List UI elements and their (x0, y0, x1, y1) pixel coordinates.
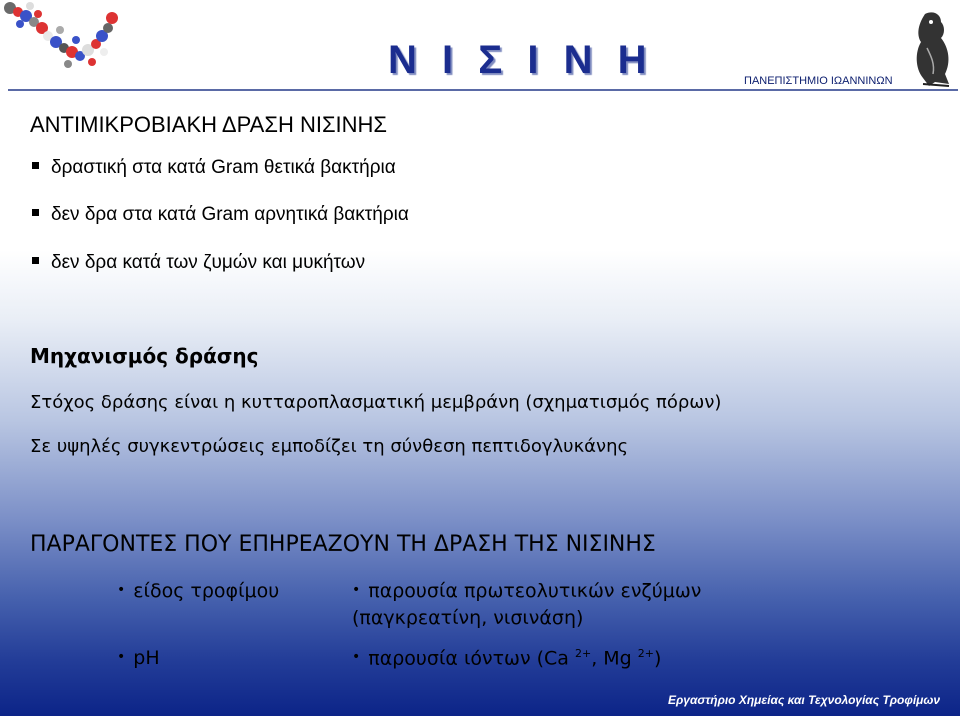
square-bullet-icon (32, 257, 39, 264)
factor-item (117, 580, 279, 602)
footer-lab-name: Εργαστήριο Χημείας και Τεχνολογίας Τροφίμων (668, 693, 941, 707)
factors-heading: ΠΑΡΑΓΟΝΤΕΣ ΠΟΥ ΕΠΗΡΕΑΖΟΥΝ ΤΗ ΔΡΑΣΗ ΤΗΣ ΝΙΣΙΝΗΣ (30, 532, 656, 557)
list-item-text: δεν δρα κατά των ζυμών και μυκήτων (51, 252, 366, 273)
dot-bullet-icon: • (352, 582, 361, 598)
dot-bullet-icon: • (117, 649, 126, 665)
ion-charge: 2+ (637, 647, 655, 660)
dot-bullet-icon: • (352, 649, 361, 666)
owl-logo-icon (905, 8, 955, 88)
square-bullet-icon (32, 162, 39, 169)
factor-item-continuation: (παγκρεατίνη, νισινάση) (352, 607, 584, 629)
mechanism-heading: Μηχανισμός δράσης (30, 344, 259, 368)
list-item-text: δεν δρα στα κατά Gram αρνητικά βακτήρια (51, 204, 409, 225)
mechanism-line: Σε υψηλές συγκεντρώσεις εμποδίζει τη σύνθεση πεπτιδογλυκάνης (30, 436, 629, 457)
factor-item (352, 580, 701, 602)
page-title: Ν Ι Σ Ι Ν Η (388, 38, 654, 82)
mechanism-line: Στόχος δράσης είναι η κυτταροπλασματική μεμβράνη (σχηματισμός πόρων) (30, 392, 722, 413)
list-item (32, 204, 409, 226)
factor-text: παρουσία ιόντων (Ca (368, 647, 569, 670)
factor-text: pH (133, 647, 160, 669)
factor-item (117, 647, 160, 669)
list-item-text: δραστική στα κατά Gram θετικά βακτήρια (51, 157, 396, 178)
list-item (32, 252, 365, 274)
dot-bullet-icon: • (117, 582, 126, 598)
list-item (32, 157, 396, 179)
factor-text: ) (654, 647, 662, 670)
ion-charge: 2+ (574, 647, 592, 660)
molecule-illustration (0, 0, 120, 80)
factor-text: παρουσία πρωτεολυτικών ενζύμων (368, 580, 702, 602)
university-name: ΠΑΝΕΠΙΣΤΗΜΙΟ ΙΩΑΝΝΙΝΩΝ (744, 75, 893, 87)
factor-text: , Mg (591, 647, 632, 670)
header-divider (8, 89, 958, 91)
factor-text: είδος τροφίμου (133, 580, 280, 602)
section-heading-antimicrobial: ΑΝΤΙΜΙΚΡΟΒΙΑΚΗ ΔΡΑΣΗ ΝΙΣΙΝΗΣ (30, 112, 388, 137)
square-bullet-icon (32, 209, 39, 216)
factor-item (352, 647, 661, 669)
